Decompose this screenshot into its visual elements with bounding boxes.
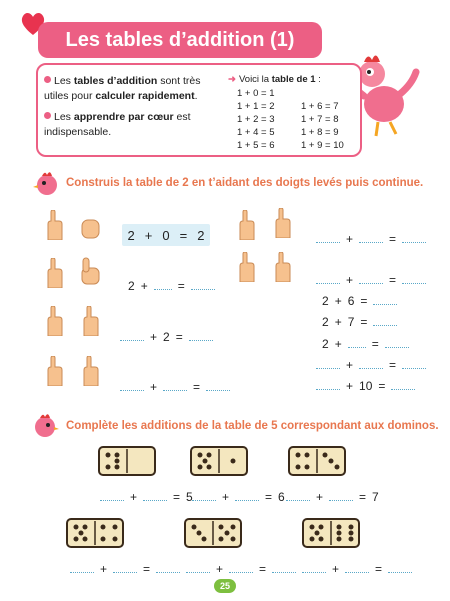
equation-row: 2 + = [322, 337, 409, 351]
thumb-up-icon [78, 256, 102, 286]
answer-blank[interactable] [143, 493, 167, 501]
answer-blank[interactable] [373, 318, 397, 326]
domino-icon [184, 518, 242, 548]
hand-icon [42, 306, 66, 336]
equation-row: + = 5 [100, 490, 193, 504]
bullet-icon [44, 112, 51, 119]
equation-row: + = [316, 273, 426, 287]
domino-icon [190, 446, 248, 476]
equation-row: + = 6 [192, 490, 285, 504]
domino-icon [288, 446, 346, 476]
answer-blank[interactable] [206, 383, 230, 391]
equation-row: 2 + 7 = [322, 315, 397, 329]
equation-row: 2 + 6 = [322, 294, 397, 308]
section1-instruction: Construis la table de 2 en t’aidant des doigts levés puis continue. [66, 177, 424, 189]
answer-blank[interactable] [388, 565, 412, 573]
info-paragraph-1: Les tables d’addition sont très utiles pour calculer rapidement. [44, 75, 201, 102]
section2-instruction: Complète les additions de la table de 5 correspondant aux dominos. [66, 420, 439, 432]
answer-blank[interactable] [359, 235, 383, 243]
answer-blank[interactable] [229, 565, 253, 573]
bullet-icon [44, 76, 51, 83]
answer-blank[interactable] [402, 235, 426, 243]
answer-blank[interactable] [345, 565, 369, 573]
table-entry: 1 + 8 = 9 [301, 127, 339, 138]
table-of-1: ➜ Voici la table de 1 : 1 + 0 = 1 1 + 1 = 2 1 + 6 = 7 1 + 2 = 3 1 + 7 = 8 1 + 4 = 5 1 + 8 = 9 1 + 5 = 6 1 + 9 = 10 [228, 74, 358, 151]
answer-blank[interactable] [316, 382, 340, 390]
equation-row: + = [302, 562, 412, 576]
answer-blank[interactable] [316, 361, 340, 369]
answer-blank[interactable] [113, 565, 137, 573]
equation-row: + = [120, 380, 230, 394]
table-entry: 1 + 9 = 10 [301, 140, 344, 151]
three-fingers-icon [78, 356, 102, 386]
hand-icon [42, 356, 66, 386]
answer-blank[interactable] [302, 565, 326, 573]
domino-icon [98, 446, 156, 476]
answer-blank[interactable] [402, 361, 426, 369]
answer-blank[interactable] [120, 333, 144, 341]
answer-blank[interactable] [235, 493, 259, 501]
equation-row: + = [316, 232, 426, 246]
answer-blank[interactable] [100, 493, 124, 501]
table-entry: 1 + 6 = 7 [301, 101, 339, 112]
page-title: Les tables d’addition (1) [38, 22, 322, 58]
answer-blank[interactable] [70, 565, 94, 573]
hand-icon [234, 252, 258, 282]
answer-blank[interactable] [272, 565, 296, 573]
hand-icon [42, 210, 66, 240]
two-fingers-icon [78, 306, 102, 336]
answer-blank[interactable] [373, 297, 397, 305]
answer-blank[interactable] [385, 340, 409, 348]
fist-icon [78, 212, 102, 242]
answer-blank[interactable] [316, 276, 340, 284]
info-text [44, 74, 214, 146]
four-fingers-icon [270, 208, 294, 238]
hand-icon [42, 258, 66, 288]
page-number: 25 [214, 579, 236, 593]
equation-row: + = [316, 358, 426, 372]
table-entry: 1 + 4 = 5 [237, 127, 275, 138]
answer-blank[interactable] [329, 493, 353, 501]
answer-blank[interactable] [316, 235, 340, 243]
answer-blank[interactable] [359, 361, 383, 369]
equation-row: + 2 = [120, 330, 213, 344]
rooster-mini-icon [30, 410, 60, 440]
arrow-right-icon: ➜ [228, 74, 236, 85]
example-equation: 2 + 0 = 2 [122, 224, 210, 246]
answer-blank[interactable] [191, 282, 215, 290]
table-entry: 1 + 1 = 2 [237, 101, 275, 112]
domino-icon [302, 518, 360, 548]
answer-blank[interactable] [348, 340, 366, 348]
answer-blank[interactable] [163, 383, 187, 391]
equation-row: + = [70, 562, 180, 576]
domino-icon [66, 518, 124, 548]
answer-blank[interactable] [154, 282, 172, 290]
equation-row: + = 7 [286, 490, 379, 504]
table-entry: 1 + 2 = 3 [237, 114, 275, 125]
hand-icon [234, 210, 258, 240]
equation-row: + 10 = [316, 379, 415, 393]
rooster-mini-icon [32, 168, 62, 198]
answer-blank[interactable] [192, 493, 216, 501]
five-fingers-icon [270, 252, 294, 282]
answer-blank[interactable] [189, 333, 213, 341]
answer-blank[interactable] [120, 383, 144, 391]
equation-row: 2 + = [128, 279, 215, 293]
table-entry [301, 88, 365, 99]
info-paragraph-2: Les apprendre par cœur est indispensable. [44, 111, 191, 138]
answer-blank[interactable] [391, 382, 415, 390]
answer-blank[interactable] [286, 493, 310, 501]
table-entry: 1 + 5 = 6 [237, 140, 275, 151]
table-entry: 1 + 0 = 1 [237, 88, 275, 99]
equation-row: + = [186, 562, 296, 576]
answer-blank[interactable] [156, 565, 180, 573]
table-entry: 1 + 7 = 8 [301, 114, 339, 125]
answer-blank[interactable] [402, 276, 426, 284]
answer-blank[interactable] [186, 565, 210, 573]
answer-blank[interactable] [359, 276, 383, 284]
